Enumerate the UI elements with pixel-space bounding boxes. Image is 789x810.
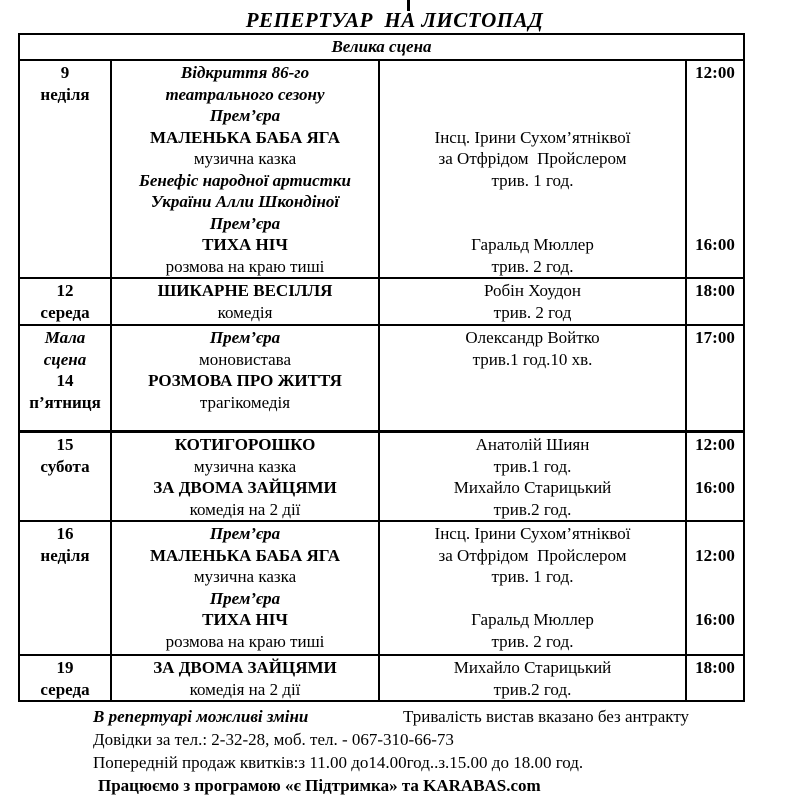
- table-row: [20, 61, 743, 277]
- text-line: розмова на краю тиші: [165, 256, 325, 276]
- text-line: п’ятниця: [29, 392, 101, 412]
- text-line: 12: [56, 281, 74, 300]
- text-line: 18:00: [695, 658, 735, 677]
- schedule-table: [18, 33, 745, 702]
- text-line: середа: [40, 302, 90, 322]
- table-row: [20, 520, 743, 654]
- text-line: [687, 456, 743, 478]
- text-line: трив. 2 год.: [491, 256, 574, 276]
- text-line: Інсц. Ірини Сухом’ятніквої: [434, 127, 631, 147]
- day-cell: [20, 433, 112, 520]
- text-line: КОТИГОРОШКО: [174, 435, 316, 454]
- author-cell: [380, 326, 687, 430]
- text-line: трив.2 год.: [493, 499, 572, 519]
- footer-changes-note: В репертуарі можливі зміни: [93, 707, 309, 726]
- footer-notes-line: [0, 705, 789, 728]
- text-line: ТИХА НІЧ: [202, 610, 288, 629]
- page-title: РЕПЕРТУАР НА ЛИСТОПАД: [245, 8, 544, 32]
- footer-phones: Довідки за тел.: 2-32-28, моб. тел. - 067-310-66-73: [93, 730, 454, 749]
- author-cell: [380, 522, 687, 654]
- day-cell: [20, 326, 112, 430]
- text-line: [380, 588, 685, 610]
- text-line: МАЛЕНЬКА БАБА ЯГА: [150, 127, 340, 147]
- time-cell: [687, 279, 743, 324]
- show-cell: [112, 433, 380, 520]
- table-row: [20, 277, 743, 324]
- text-line: трагікомедія: [199, 392, 291, 412]
- text-line: [380, 213, 685, 235]
- text-line: трив.1 год.: [493, 456, 572, 476]
- time-cell: [687, 656, 743, 700]
- text-line: середа: [40, 679, 90, 699]
- text-line: 12:00: [695, 435, 735, 454]
- text-line: музична казка: [193, 456, 297, 476]
- text-line: 16:00: [695, 478, 735, 497]
- text-line: [687, 588, 743, 610]
- text-line: сцена: [43, 349, 87, 369]
- schedule-table-body: [20, 61, 743, 700]
- text-line: трив. 2 год.: [491, 631, 574, 651]
- text-line: неділя: [40, 545, 90, 565]
- show-cell: [112, 656, 380, 700]
- text-line: трив.1 год.10 хв.: [472, 349, 593, 369]
- text-line: [380, 62, 685, 84]
- text-line: [687, 105, 743, 127]
- text-line: [687, 566, 743, 588]
- text-line: трив. 1 год.: [491, 170, 574, 190]
- text-line: трив. 1 год.: [491, 567, 574, 586]
- text-line: 14: [56, 371, 74, 390]
- text-line: трив.2 год.: [493, 679, 572, 699]
- text-line: субота: [40, 456, 90, 476]
- text-line: за Отфрідом Пройслером: [438, 545, 627, 565]
- text-line: комедія: [217, 302, 273, 322]
- text-line: музична казка: [193, 149, 297, 168]
- text-line: 12:00: [695, 545, 735, 565]
- text-line: Мала: [44, 328, 86, 347]
- text-line: Інсц. Ірини Сухом’ятніквої: [434, 524, 631, 543]
- footer-ticket-sales: Попередній продаж квитків:з 11.00 до14.00год..з.15.00 до 18.00 год.: [93, 753, 584, 772]
- footer-duration-note: Тривалість вистав вказано без антракту: [403, 707, 690, 726]
- text-line: Прем’єра: [209, 328, 281, 347]
- show-cell: [112, 61, 380, 277]
- day-cell: [20, 656, 112, 700]
- text-line: ШИКАРНЕ ВЕСІЛЛЯ: [157, 281, 333, 300]
- author-cell: [380, 279, 687, 324]
- text-line: Гаральд Мюллер: [471, 235, 594, 254]
- text-line: Прем’єра: [209, 213, 281, 233]
- text-line: театрального сезону: [165, 84, 325, 104]
- text-line: 12:00: [695, 63, 735, 82]
- day-cell: [20, 61, 112, 277]
- text-line: ЗА ДВОМА ЗАЙЦЯМИ: [153, 478, 337, 497]
- text-line: 16:00: [695, 610, 735, 629]
- text-line: 16: [56, 524, 74, 543]
- text-line: 17:00: [695, 328, 735, 347]
- text-line: за Отфрідом Пройслером: [438, 149, 627, 168]
- text-line: Михайло Старицький: [453, 658, 612, 677]
- text-line: комедія на 2 дії: [189, 679, 301, 699]
- author-cell: [380, 656, 687, 700]
- text-line: [687, 170, 743, 192]
- text-line: 15: [56, 435, 74, 454]
- author-cell: [380, 433, 687, 520]
- text-line: Прем’єра: [209, 524, 281, 543]
- text-line: України Алли Шкондіної: [150, 192, 340, 211]
- text-line: Робін Хоудон: [484, 281, 581, 300]
- text-line: 9: [60, 63, 70, 82]
- text-line: трив. 2 год: [493, 302, 572, 322]
- time-cell: [687, 522, 743, 654]
- show-cell: [112, 279, 380, 324]
- text-line: [380, 105, 685, 127]
- text-line: неділя: [40, 84, 90, 104]
- text-line: ЗА ДВОМА ЗАЙЦЯМИ: [153, 658, 337, 677]
- show-cell: [112, 326, 380, 430]
- text-line: 19: [56, 658, 74, 677]
- text-line: Олександр Войтко: [465, 328, 600, 347]
- text-line: [687, 191, 743, 213]
- day-cell: [20, 279, 112, 324]
- text-line: Михайло Старицький: [453, 478, 612, 497]
- text-line: [687, 523, 743, 545]
- text-line: розмова на краю тиші: [165, 631, 325, 651]
- text-line: 16:00: [695, 235, 735, 254]
- time-cell: [687, 61, 743, 277]
- time-cell: [687, 433, 743, 520]
- text-line: Прем’єра: [209, 106, 281, 125]
- text-line: РОЗМОВА ПРО ЖИТТЯ: [148, 371, 342, 390]
- table-row: [20, 324, 743, 430]
- text-line: [380, 84, 685, 106]
- time-cell: [687, 326, 743, 430]
- text-line: [380, 191, 685, 213]
- text-line: комедія на 2 дії: [189, 499, 301, 519]
- table-row: [20, 430, 743, 520]
- text-line: Гаральд Мюллер: [471, 610, 594, 629]
- text-line: МАЛЕНЬКА БАБА ЯГА: [150, 545, 340, 565]
- show-cell: [112, 522, 380, 654]
- text-line: музична казка: [193, 567, 297, 586]
- text-line: Прем’єра: [209, 588, 281, 608]
- stage-header: Велика сцена: [20, 35, 743, 61]
- text-line: [687, 84, 743, 106]
- footer-program-note: Працюємо з програмою «є Підтримка» та KARABAS.com: [98, 776, 541, 795]
- text-line: [687, 127, 743, 149]
- text-line: Анатолій Шиян: [475, 435, 590, 454]
- text-line: 18:00: [695, 281, 735, 300]
- text-line: [687, 148, 743, 170]
- footer: [0, 705, 789, 797]
- text-line: [687, 213, 743, 235]
- text-line: Бенефіс народної артистки: [139, 170, 351, 190]
- table-row: [20, 654, 743, 700]
- text-line: моновистава: [198, 349, 292, 369]
- text-line: ТИХА НІЧ: [202, 235, 288, 254]
- author-cell: [380, 61, 687, 277]
- day-cell: [20, 522, 112, 654]
- text-line: Відкриття 86-го: [180, 63, 310, 82]
